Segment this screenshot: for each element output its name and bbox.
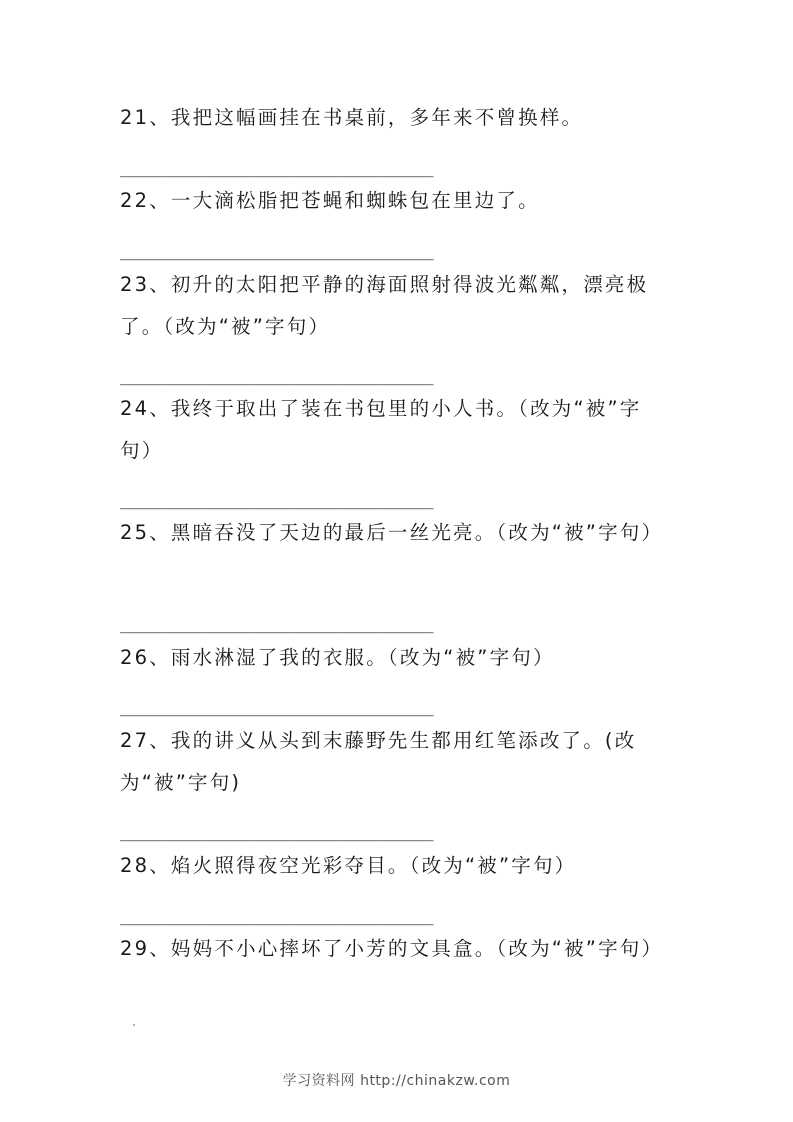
question-28: 28、焰火照得夜空光彩夺目。（改为“被”字句） (120, 854, 577, 877)
question-22: 22、一大滴松脂把苍蝇和蜘蛛包在里边了。 (120, 189, 540, 212)
answer-line-22[interactable]: ________________________________ (120, 241, 434, 261)
question-26: 26、雨水淋湿了我的衣服。（改为“被”字句） (120, 646, 555, 669)
footer-watermark: 学习资料网 http://chinakzw.com (282, 1073, 511, 1089)
stray-dot (133, 1024, 135, 1026)
answer-line-24[interactable]: ________________________________ (120, 490, 434, 510)
question-21: 21、我把这幅画挂在书桌前，多年来不曾换样。 (120, 106, 584, 129)
answer-line-21[interactable]: ________________________________ (120, 158, 434, 178)
answer-line-23[interactable]: ________________________________ (120, 366, 434, 386)
question-25: 25、黑暗吞没了天边的最后一丝光亮。（改为“被”字句） (120, 521, 664, 544)
question-29: 29、妈妈不小心摔坏了小芳的文具盒。（改为“被”字句） (120, 937, 664, 960)
question-27: 27、我的讲义从头到末藤野先生都用红笔添改了。(改为“被”字句) (120, 729, 637, 794)
answer-line-27[interactable]: ________________________________ (120, 822, 434, 842)
answer-line-28[interactable]: ________________________________ (120, 906, 434, 926)
answer-line-26[interactable]: ________________________________ (120, 697, 434, 717)
question-23: 23、初升的太阳把平静的海面照射得波光粼粼，漂亮极了。（改为“被”字句） (120, 273, 649, 338)
answer-line-25[interactable]: ________________________________ (120, 614, 434, 634)
question-24: 24、我终于取出了装在书包里的小人书。（改为“被”字句） (120, 397, 642, 462)
